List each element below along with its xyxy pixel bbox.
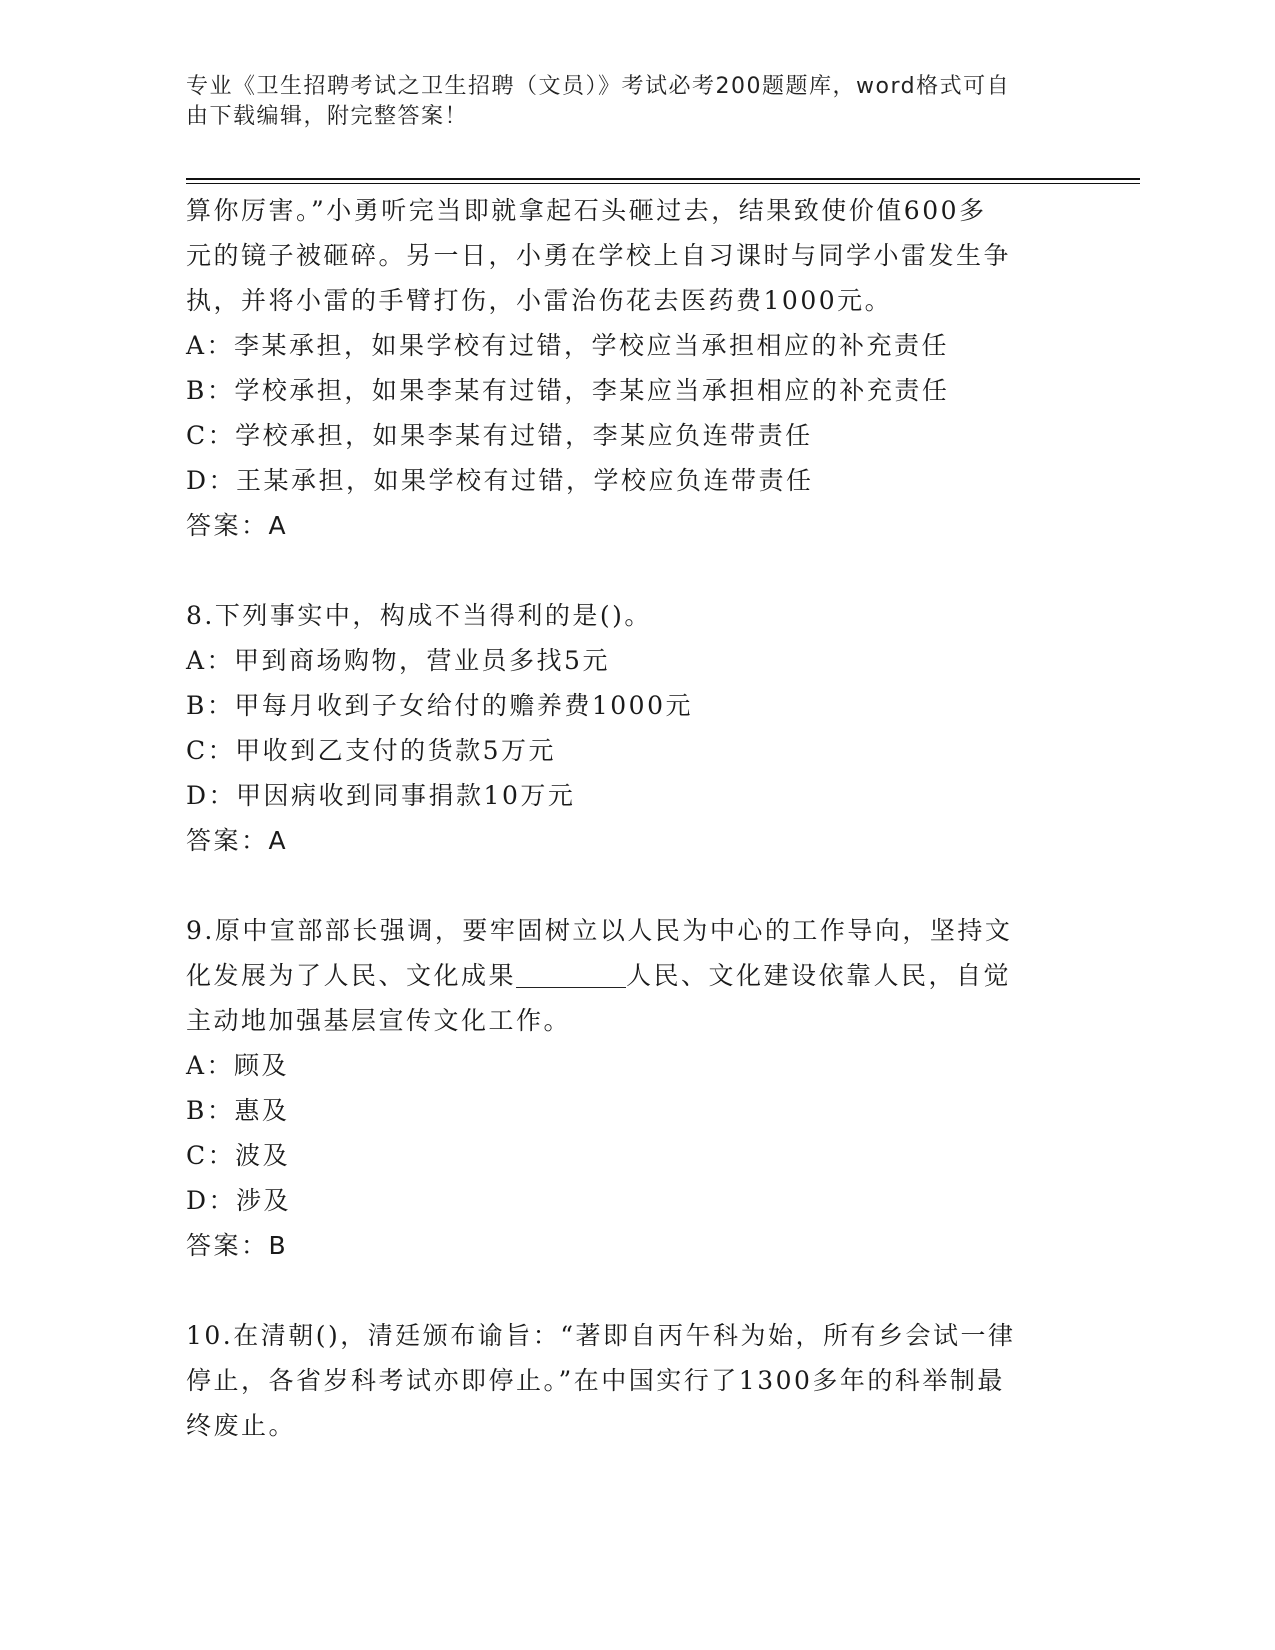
question-text-line: 算你厉害。”小勇听完当即就拿起石头砸过去，结果致使价值600多 — [186, 196, 987, 225]
question-text-segment: 化发展为了人民、文化成果 — [186, 961, 517, 990]
option-d: D：甲因病收到同事捐款10万元 — [186, 781, 576, 810]
option-d: D：涉及 — [186, 1186, 292, 1215]
question-text-line: 停止，各省岁科考试亦即停止。”在中国实行了1300多年的科举制最 — [186, 1366, 1005, 1395]
answer: 答案：A — [186, 511, 289, 540]
option-a: A：顾及 — [186, 1051, 290, 1080]
question-text-line: 执，并将小雷的手臂打伤，小雷治伤花去医药费1000元。 — [186, 286, 893, 315]
option-b: B：学校承担，如果李某有过错，李某应当承担相应的补充责任 — [186, 376, 950, 405]
question-10 — [186, 1313, 1086, 1448]
option-c: C：波及 — [186, 1141, 291, 1170]
question-9 — [186, 908, 1086, 1268]
answer: 答案：B — [186, 1231, 289, 1260]
question-text-line: 主动地加强基层宣传文化工作。 — [186, 1006, 572, 1035]
option-d: D：王某承担，如果学校有过错，学校应负连带责任 — [186, 466, 814, 495]
question-text-line: 终废止。 — [186, 1411, 297, 1440]
option-a: A：李某承担，如果学校有过错，学校应当承担相应的补充责任 — [186, 331, 950, 360]
option-c: C：学校承担，如果李某有过错，李某应负连带责任 — [186, 421, 813, 450]
fill-in-blank — [516, 957, 626, 988]
spacer — [186, 1268, 1086, 1313]
question-text-line: 元的镜子被砸碎。另一日，小勇在学校上自习课时与同学小雷发生争 — [186, 241, 1012, 270]
question-text-segment: 人民、文化建设依靠人民，自觉 — [626, 961, 1012, 990]
option-c: C：甲收到乙支付的货款5万元 — [186, 736, 557, 765]
question-7-continued — [186, 188, 1086, 548]
question-text-line: 8.下列事实中，构成不当得利的是()。 — [186, 601, 652, 630]
answer: 答案：A — [186, 826, 289, 855]
option-a: A：甲到商场购物，营业员多找5元 — [186, 646, 610, 675]
header-line-2: 由下载编辑，附完整答案！ — [186, 104, 469, 129]
question-text-line: 9.原中宣部部长强调，要牢固树立以人民为中心的工作导向，坚持文 — [186, 916, 1013, 945]
document-body — [186, 188, 1086, 1448]
spacer — [186, 863, 1086, 908]
question-8 — [186, 593, 1086, 863]
header-divider-thin — [186, 183, 1140, 184]
option-b: B：甲每月收到子女给付的赡养费1000元 — [186, 691, 693, 720]
header-divider-thick — [186, 178, 1140, 180]
question-text-line — [186, 953, 1086, 998]
question-text-line: 10.在清朝()，清廷颁布谕旨：“著即自丙午科为始，所有乡会试一律 — [186, 1321, 1016, 1350]
spacer — [186, 548, 1086, 593]
option-b: B：惠及 — [186, 1096, 290, 1125]
document-header — [186, 72, 1056, 132]
header-line-1: 专业《卫生招聘考试之卫生招聘（文员）》考试必考200题题库，word格式可自 — [186, 74, 1011, 99]
